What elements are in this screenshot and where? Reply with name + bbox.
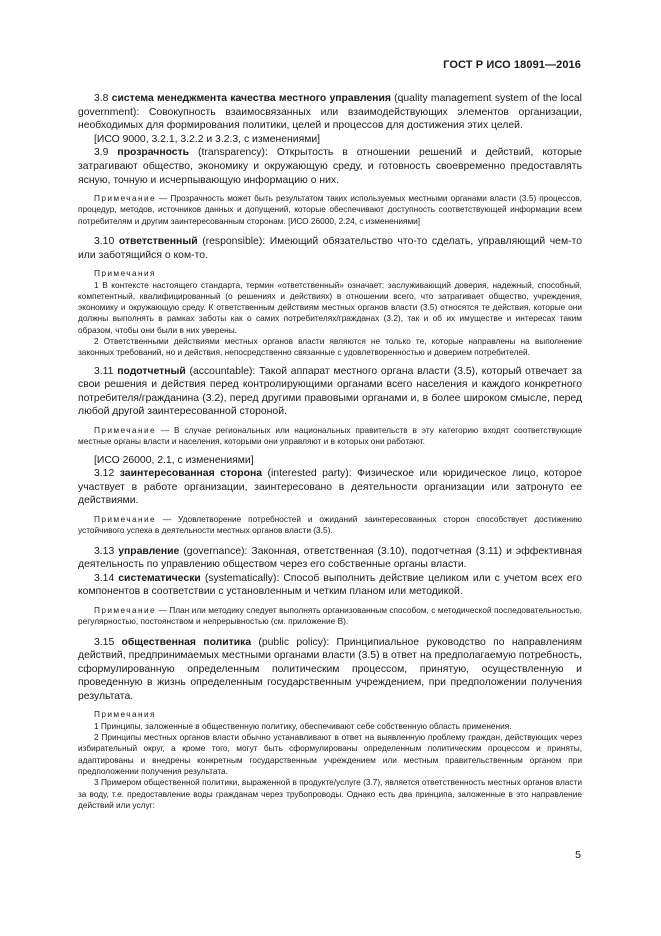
- note-text: — В случае региональных или национальных правительств в эту категорию входят соответствующие местные органы власти и населения, которыми они управляют и в которых они работают.: [78, 424, 582, 447]
- entry-definition: (public policy): Принципиальное руководство по направлениям действий, предпринимаемых местными органами власти (3.5) в ответ на предполагаемую потребность, сформулированную определенным политическим процессом, принятую, осуществленную и проведенную в жизнь определенным государственным учреждением, при предположении получения результата.: [78, 636, 582, 702]
- entry-number: 3.10: [94, 236, 119, 248]
- entry-definition: (quality management system of the local government): Совокупность взаимосвязанных или взаимодействующих элементов организации, необходимых для формирования политики, целей и процессов для достижения этих целей.: [78, 93, 582, 132]
- entry-number: 3.11: [94, 365, 118, 377]
- entry-3-9: [78, 146, 582, 187]
- document-body: [78, 92, 582, 811]
- entry-term: общественная политика: [121, 636, 252, 648]
- note-text: — Прозрачность может быть результатом таких используемых местными органами власти (3.5) процессов, процедур, методов, источников данных и допущений, которые обеспечивают доступность соответствующей информации всем потребителям и другим заинтересованным сторонам. [ИСО 26000, 2.24, с изменениями]: [78, 193, 582, 226]
- entry-term: подотчетный: [117, 365, 186, 377]
- note-text: — План или методику следует выполнять организованным способом, с методической последовательностью, регулярностью, постоянством и непрерывностью (см. приложение B).: [78, 604, 582, 627]
- entry-term: систематически: [118, 572, 201, 584]
- entry-definition: (responsible): Имеющий обязательство что-то сделать, управляющий чем-то или заботящийся о ком-то.: [78, 236, 582, 261]
- entry-3-14: [78, 572, 582, 599]
- note: [78, 605, 582, 628]
- document-header: ГОСТ Р ИСО 18091—2016: [443, 59, 581, 71]
- entry-number: 3.12: [94, 468, 120, 480]
- note-label: Примечание: [94, 604, 157, 615]
- entry-3-15: [78, 636, 582, 704]
- entry-3-8: [78, 92, 582, 133]
- note-item: 2 Ответственными действиями местных органов власти являются не только те, которые направлены на выполнение законных требований, но и действия, непосредственно связанные с удовлетворенностью и доверием потребителей.: [78, 336, 582, 358]
- note-item: 1 В контексте настоящего стандарта, термин «ответственный» означает: заслуживающий доверия, надежный, способный, компетентный, квалифицированный (о решениях и действиях) в отношении всего, что затрагивает общество, учреждения, экономику и окружающую среду. К ответственным действиям местных органов власти (3.5) относятся те действия, которые они должны выполнять в рамках заботы как о самих потребителях/гражданах (3.2), так и об их имуществе и интересах таким образом, чтобы они были в них уверены.: [78, 279, 582, 335]
- entry-definition: (systematically): Способ выполнить действие целиком или с учетом всех его компонентов в соответствии с установленным и четким планом или методикой.: [78, 572, 582, 598]
- entry-number: 3.13: [94, 545, 119, 557]
- entry-term: ответственный: [118, 236, 198, 248]
- entry-3-12: [78, 467, 582, 508]
- entry-3-11: [78, 365, 582, 419]
- entry-definition: (interested party): Физическое или юридическое лицо, которое участвует в работе организации, заинтересовано в деятельности организации или затронуто ее действиями.: [78, 468, 582, 507]
- note-text: — Удовлетворение потребностей и ожиданий заинтересованных сторон способствует достижению устойчивого успеха в деятельности местных органов власти (3.5).: [78, 513, 582, 536]
- note-item: 3 Примером общественной политики, выраженной в продукте/услуге (3.7), является ответственность местных органов власти за воду, т.е. предоставление воды гражданам через трубопроводы. Однако есть два принципа, заложенные в это направление действий или услуг:: [78, 777, 582, 810]
- entry-3-10: [78, 235, 582, 262]
- note: [78, 425, 582, 448]
- entry-term: заинтересованная сторона: [119, 468, 262, 480]
- entry-number: 3.15: [94, 636, 122, 648]
- entry-term: прозрачность: [117, 147, 190, 159]
- entry-number: 3.8: [94, 93, 112, 104]
- entry-definition: (transparency): Открытость в отношении решений и действий, которые затрагивают общество, экономику и окружающую среду, и готовность своевременно предоставлять ясную, точную и исчерпывающую информацию о них.: [78, 147, 582, 186]
- note-item: 2 Принципы местных органов власти обычно устанавливают в ответ на выявленную проблему граждан, действующих через избирательный округ, а кроме того, могут быть сформулированы определенным политическим процессом и приняты, адаптированы и внедрены конкретным государственным учреждением или местным правительственным органом при предположении получения результата.: [78, 732, 582, 776]
- note: [78, 193, 582, 227]
- note-label: Примечание: [94, 193, 157, 204]
- entry-term: система менеджмента качества местного управления: [111, 93, 391, 104]
- note-label: Примечание: [94, 424, 157, 435]
- notes-label: Примечания: [94, 709, 156, 720]
- note-label: Примечание: [94, 513, 157, 524]
- entry-reference: [ИСО 9000, 3.2.1, 3.2.2 и 3.2.3, с изменениями]: [94, 133, 321, 145]
- entry-definition: (accountable): Такой аппарат местного органа власти (3.5), который отвечает за свои решения и действия перед контролирующими органами всего населения и каждого конкретного потребителя/гражданина (3.2), перед другими правовыми органами и, в более широком смысле, перед любой другой заинтересованной стороной.: [78, 365, 583, 418]
- entry-reference: [ИСО 26000, 2.1, с изменениями]: [94, 454, 254, 466]
- entry-3-13: [78, 545, 582, 572]
- note: [78, 514, 582, 537]
- notes-label: Примечания: [94, 268, 156, 279]
- entry-definition: (governance): Законная, ответственная (3.10), подотчетная (3.11) и эффективная деятельность по управлению обществом через его собственные органы власти.: [78, 545, 582, 571]
- entry-term: управление: [118, 545, 180, 557]
- note-item: 1 Принципы, заложенные в общественную политику, обеспечивают себе собственную область применения.: [94, 720, 512, 731]
- entry-number: 3.14: [94, 572, 119, 584]
- page-number: 5: [575, 849, 581, 861]
- entry-number: 3.9: [94, 147, 118, 159]
